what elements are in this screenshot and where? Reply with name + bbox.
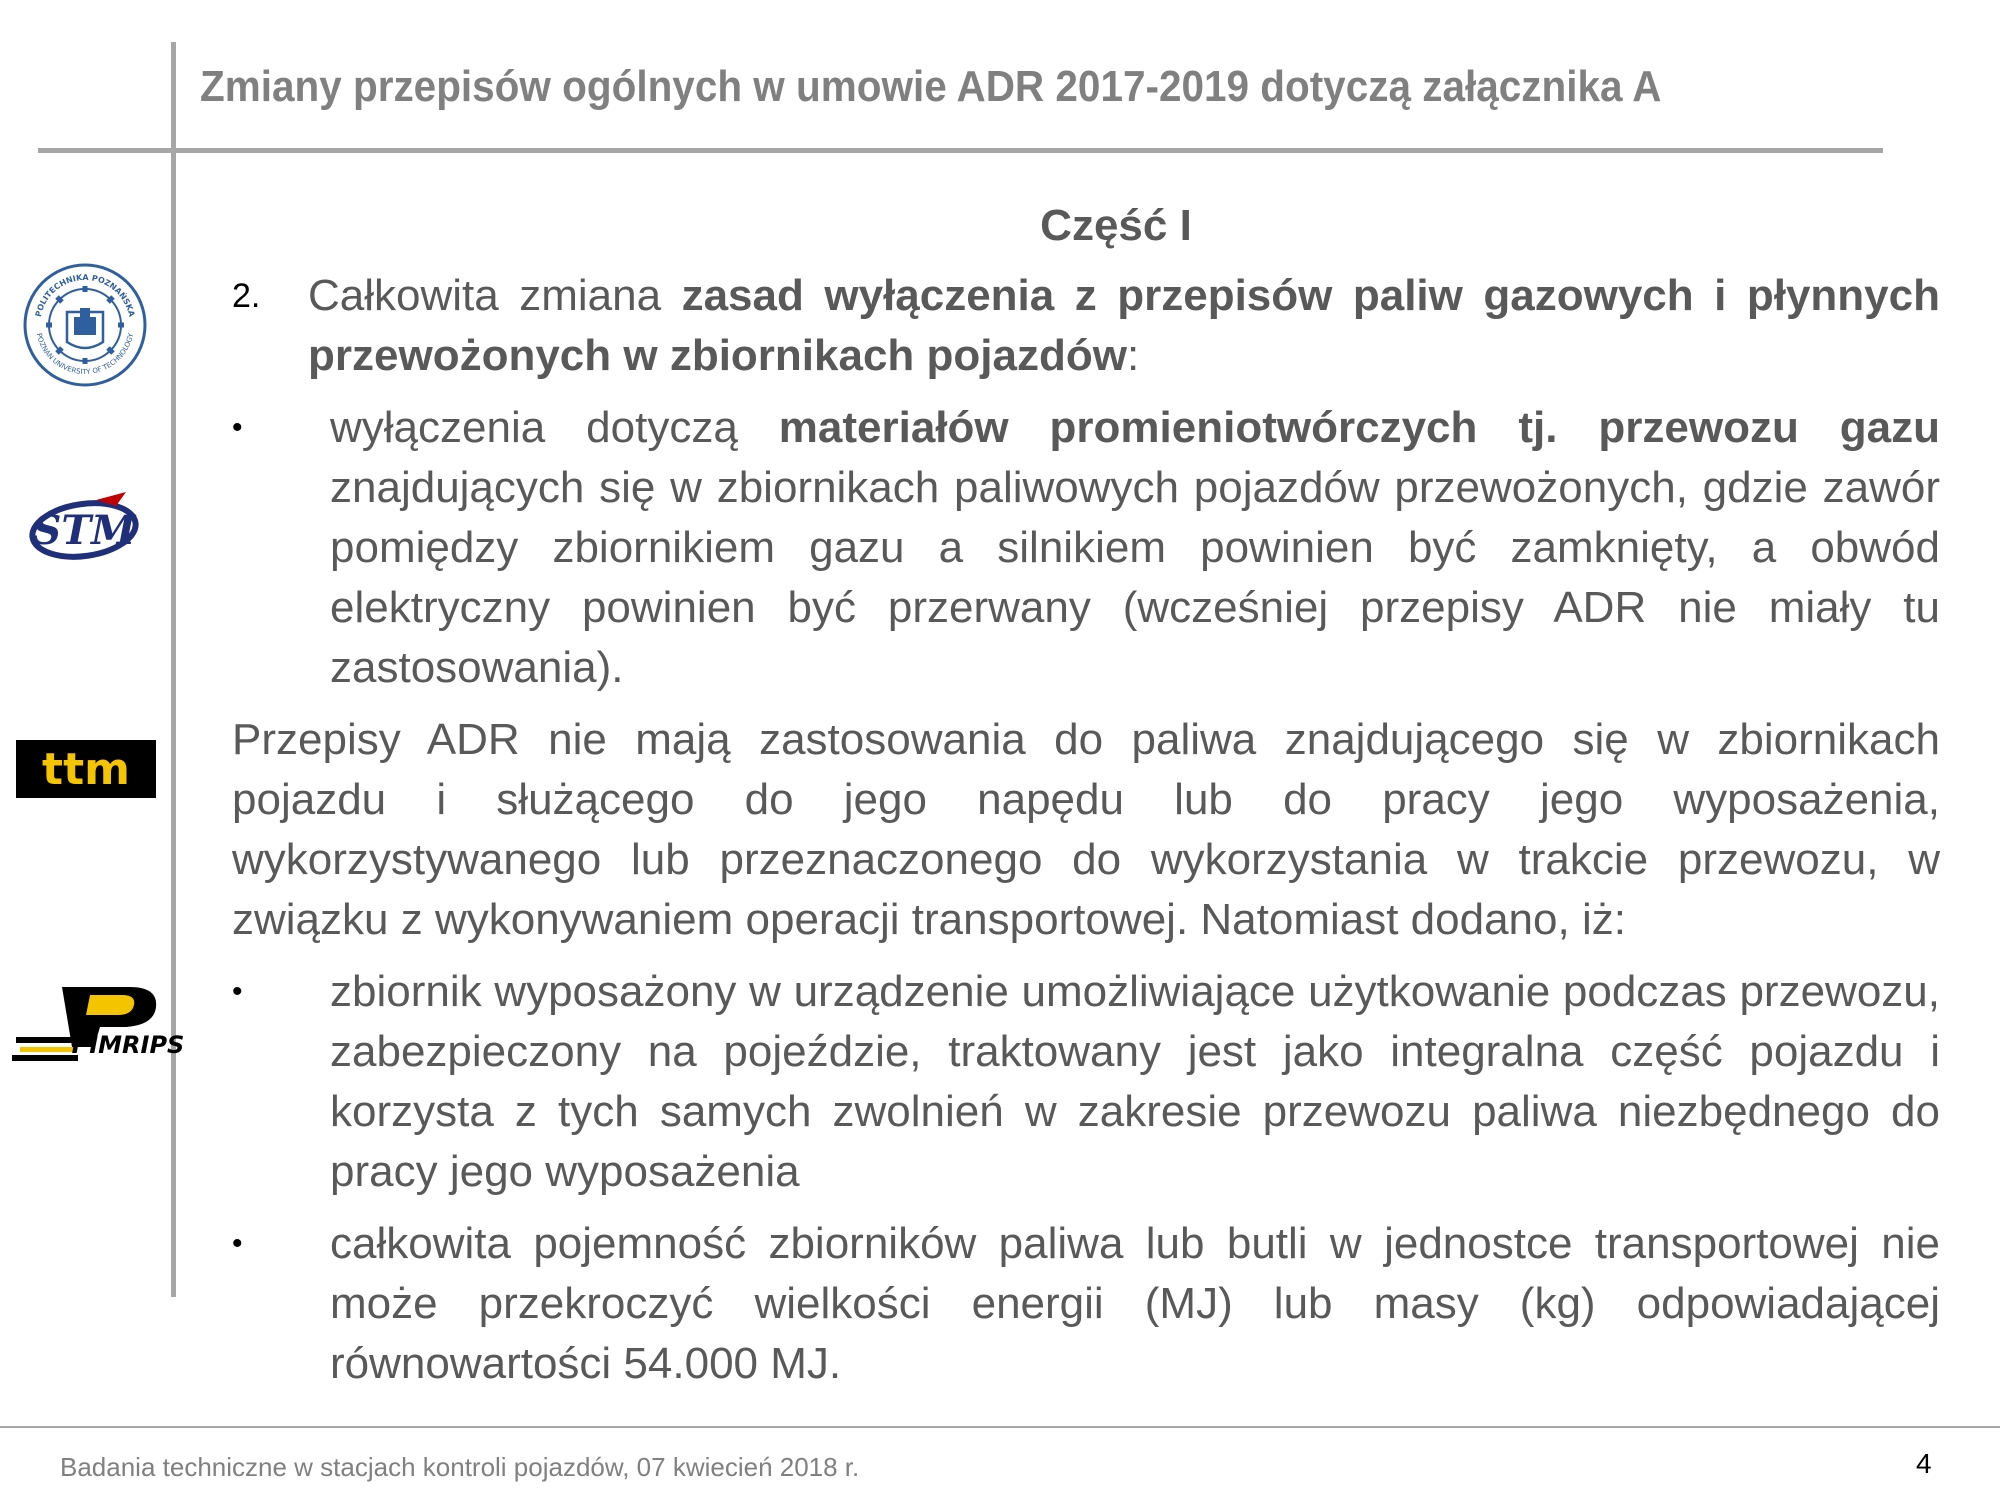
university-seal-icon xyxy=(22,262,148,388)
title-underline xyxy=(38,148,1883,153)
slide-title: Zmiany przepisów ogólnych w umowie ADR 2017-2019 dotyczą załącznika A xyxy=(200,62,1662,111)
bullet-icon: • xyxy=(232,1227,243,1260)
slide-content xyxy=(232,196,1940,1394)
svg-text:POZNAN UNIVERSITY OF TECHNOLOG: POZNAN UNIVERSITY OF TECHNOLOGY xyxy=(34,332,136,377)
bullet-text: całkowita pojemność zbiorników paliwa lub butli w jednostce transportowej nie może przekroczyć wielkości energii (MJ) lub masy (kg) odpowiadającej równowartości 54.000 MJ. xyxy=(330,1219,1940,1388)
page-number: 4 xyxy=(1916,1448,1932,1479)
svg-text:STM: STM xyxy=(32,507,136,554)
vertical-divider xyxy=(171,42,176,1297)
svg-text:ttm: ttm xyxy=(42,744,130,795)
section-heading: Część I xyxy=(1040,201,1192,250)
svg-text:POLITECHNIKA POZNAŃSKA: POLITECHNIKA POZNAŃSKA xyxy=(33,272,137,318)
item-number: 2. xyxy=(232,277,261,315)
pimrips-logo-icon xyxy=(10,985,185,1071)
ttm-logo-icon xyxy=(16,740,156,798)
footer-text: Badania techniczne w stacjach kontroli pojazdów, 07 kwiecień 2018 r. xyxy=(60,1452,860,1482)
item-text: Całkowita zmiana zasad wyłączenia z przepisów paliw gazowych i płynnych przewożonych w zbiornikach pojazdów: xyxy=(308,271,1940,380)
bullet-text: zbiornik wyposażony w urządzenie umożliwiające użytkowanie podczas przewozu, zabezpieczony na pojeździe, traktowany jest jako integralna część pojazdu i korzysta z tych samych zwolnień w zakresie przewozu paliwa niezbędnego do pracy jego wyposażenia xyxy=(330,967,1940,1196)
svg-text:PIMRIPS: PIMRIPS xyxy=(71,1031,185,1059)
numbered-item xyxy=(232,266,1940,386)
body-paragraph: Przepisy ADR nie mają zastosowania do paliwa znajdującego się w zbiornikach pojazdu i służącego do jego napędu lub do pracy jego wyposażenia, wykorzystywanego lub przeznaczonego do wykorzystania w trakcie przewozu, w związku z wykonywaniem operacji transportowej. Natomiast dodano, iż: xyxy=(232,715,1940,944)
bullet-item xyxy=(232,1214,1940,1394)
bullet-item xyxy=(232,398,1940,698)
bullet-icon: • xyxy=(232,411,243,444)
footer-divider xyxy=(0,1426,2000,1428)
stm-logo-icon xyxy=(26,488,142,570)
bullet-text: wyłączenia dotyczą materiałów promieniotwórczych tj. przewozu gazu znajdujących się w zbiornikach paliwowych pojazdów przewożonych, gdzie zawór pomiędzy zbiornikiem gazu a silnikiem powinien być zamknięty, a obwód elektryczny powinien być przerwany (wcześniej przepisy ADR nie miały tu zastosowania). xyxy=(330,403,1941,692)
bullet-item xyxy=(232,962,1940,1202)
bullet-icon: • xyxy=(232,975,243,1008)
